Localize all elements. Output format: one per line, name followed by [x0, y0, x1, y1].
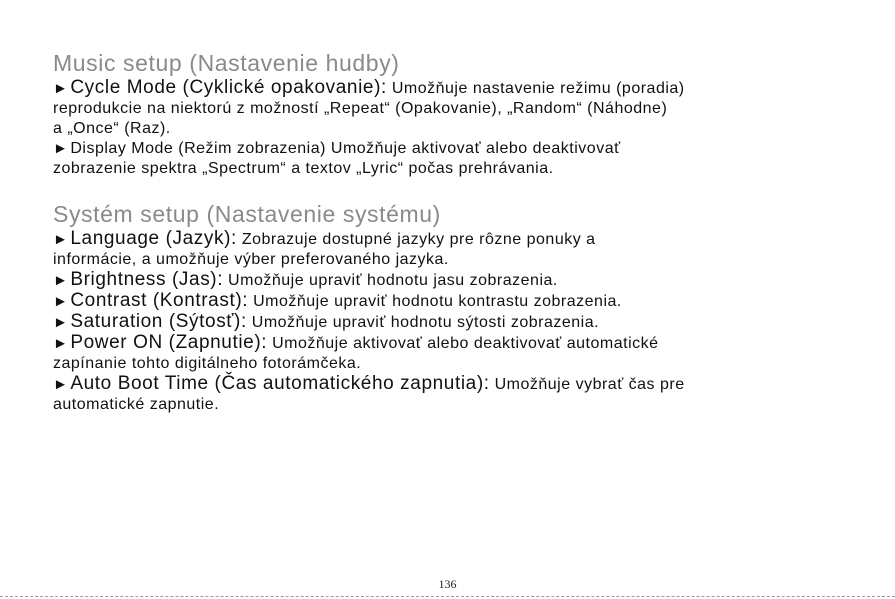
- bullet-arrow-icon: ►: [53, 376, 69, 393]
- contrast-paragraph: [53, 291, 853, 312]
- auto-boot-time-description: Umožňuje vybrať čas pre automatické zapnutie.: [53, 376, 685, 413]
- language-paragraph: [53, 229, 853, 270]
- bullet-arrow-icon: ►: [53, 272, 69, 289]
- power-on-label: Power ON (Zapnutie):: [70, 332, 268, 353]
- bullet-arrow-icon: ►: [53, 335, 69, 352]
- display-mode-description: Display Mode (Režim zobrazenia) Umožňuje aktivovať alebo deaktivovať zobrazenie spektra „Spectrum“ a textov „Lyric“ počas prehrávania.: [53, 140, 621, 177]
- brightness-description: Umožňuje upraviť hodnotu jasu zobrazenia.: [223, 272, 558, 289]
- auto-boot-time-paragraph: [53, 374, 853, 415]
- display-mode-paragraph: [53, 139, 853, 179]
- bullet-arrow-icon: ►: [53, 314, 69, 331]
- document-page: [53, 50, 853, 415]
- saturation-label: Saturation (Sýtosť):: [70, 311, 247, 332]
- bottom-dashed-divider: [0, 596, 895, 597]
- cycle-mode-description: Umožňuje nastavenie režimu (poradia) reprodukcie na niektorú z možností „Repeat“ (Opakovanie), „Random“ (Náhodne) a „Once“ (Raz).: [53, 80, 685, 137]
- cycle-mode-label: Cycle Mode (Cyklické opakovanie):: [70, 77, 387, 98]
- page-number: 136: [438, 577, 457, 591]
- system-setup-heading: Systém setup (Nastavenie systému): [53, 201, 441, 227]
- bullet-arrow-icon: ►: [53, 80, 69, 97]
- bullet-arrow-icon: ►: [53, 293, 69, 310]
- saturation-paragraph: [53, 312, 853, 333]
- power-on-description: Umožňuje aktivovať alebo deaktivovať automatické zapínanie tohto digitálneho fotorámčeka.: [53, 335, 659, 372]
- brightness-label: Brightness (Jas):: [70, 269, 224, 290]
- brightness-paragraph: [53, 270, 853, 291]
- language-label: Language (Jazyk):: [70, 228, 237, 249]
- contrast-label: Contrast (Kontrast):: [70, 290, 249, 311]
- power-on-paragraph: [53, 333, 853, 374]
- language-description: Zobrazuje dostupné jazyky pre rôzne ponuky a informácie, a umožňuje výber preferovaného jazyka.: [53, 231, 596, 268]
- cycle-mode-paragraph: [53, 78, 853, 139]
- music-setup-heading: Music setup (Nastavenie hudby): [53, 50, 400, 76]
- bullet-arrow-icon: ►: [53, 140, 69, 157]
- auto-boot-time-label: Auto Boot Time (Čas automatického zapnutia):: [70, 373, 490, 394]
- contrast-description: Umožňuje upraviť hodnotu kontrastu zobrazenia.: [248, 293, 622, 310]
- saturation-description: Umožňuje upraviť hodnotu sýtosti zobrazenia.: [246, 314, 600, 331]
- bullet-arrow-icon: ►: [53, 231, 69, 248]
